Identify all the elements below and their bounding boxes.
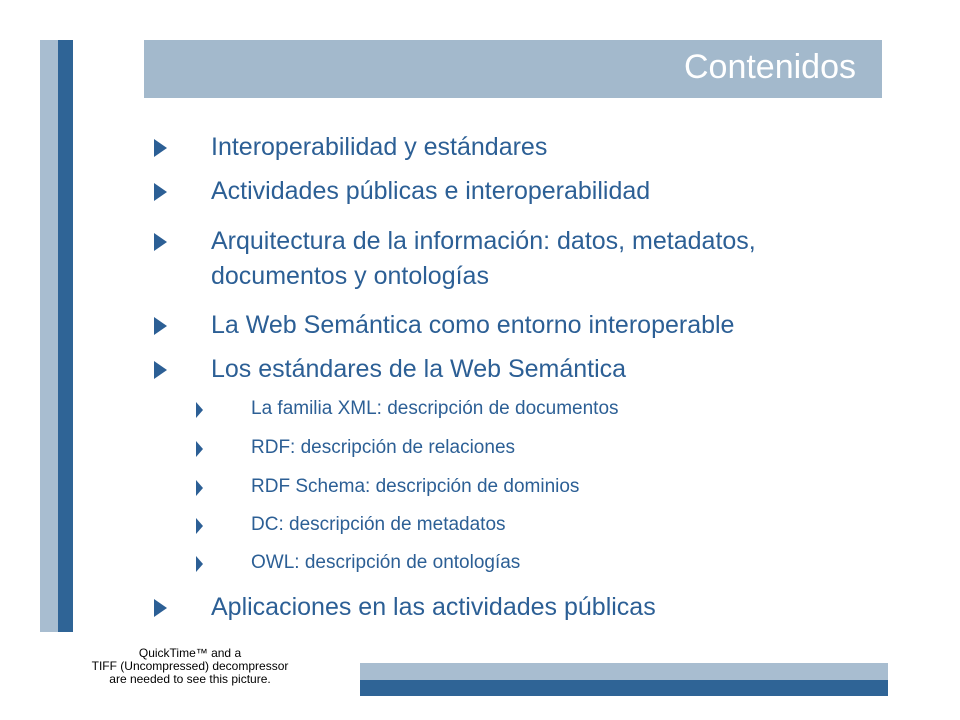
triangle-right-icon <box>154 233 167 251</box>
bullet-item <box>211 308 734 343</box>
bullet-line: RDF: descripción de relaciones <box>251 437 516 458</box>
bullet-line: Actividades públicas e interoperabilidad <box>211 177 651 205</box>
bullet-line: documentos y ontologías <box>211 262 489 290</box>
placeholder-line: TIFF (Uncompressed) decompressor <box>91 659 289 673</box>
bullet-line: La Web Semántica como entorno interoperable <box>211 311 735 339</box>
bullet-line: RDF Schema: descripción de dominios <box>251 476 580 497</box>
sub-bullet-item <box>251 397 619 421</box>
triangle-right-icon <box>154 361 167 379</box>
bullet-line: Arquitectura de la información: datos, metadatos, <box>211 227 756 255</box>
small-triangle-right-icon <box>196 441 203 457</box>
triangle-right-icon <box>154 183 167 201</box>
bottom-accent-bar-light <box>360 663 888 680</box>
sub-bullet-item <box>251 513 506 537</box>
sub-bullet-item <box>251 436 515 460</box>
quicktime-placeholder-note <box>40 647 340 686</box>
bullet-item <box>211 224 756 294</box>
sub-bullet-item <box>251 551 520 575</box>
triangle-right-icon <box>154 599 167 617</box>
bottom-accent-bar-dark <box>360 680 888 696</box>
bullet-line: La familia XML: descripción de documentos <box>251 398 619 419</box>
sub-bullet-item <box>251 475 579 499</box>
bullet-line: Aplicaciones en las actividades públicas <box>211 593 656 621</box>
triangle-right-icon <box>154 317 167 335</box>
small-triangle-right-icon <box>196 518 203 534</box>
triangle-right-icon <box>154 139 167 157</box>
bullet-item <box>211 352 626 387</box>
placeholder-line: QuickTime™ and a <box>138 646 242 660</box>
bullet-line: Los estándares de la Web Semántica <box>211 355 627 383</box>
bullet-line: DC: descripción de metadatos <box>251 514 506 535</box>
small-triangle-right-icon <box>196 402 203 418</box>
placeholder-line: are needed to see this picture. <box>109 672 271 686</box>
bullet-line: Interoperabilidad y estándares <box>211 133 548 161</box>
bullet-line: OWL: descripción de ontologías <box>251 552 521 573</box>
bullet-item <box>211 590 656 625</box>
bullet-item <box>211 174 650 209</box>
small-triangle-right-icon <box>196 556 203 572</box>
bullet-item <box>211 130 547 165</box>
slide-title: Contenidos <box>683 48 856 86</box>
small-triangle-right-icon <box>196 480 203 496</box>
